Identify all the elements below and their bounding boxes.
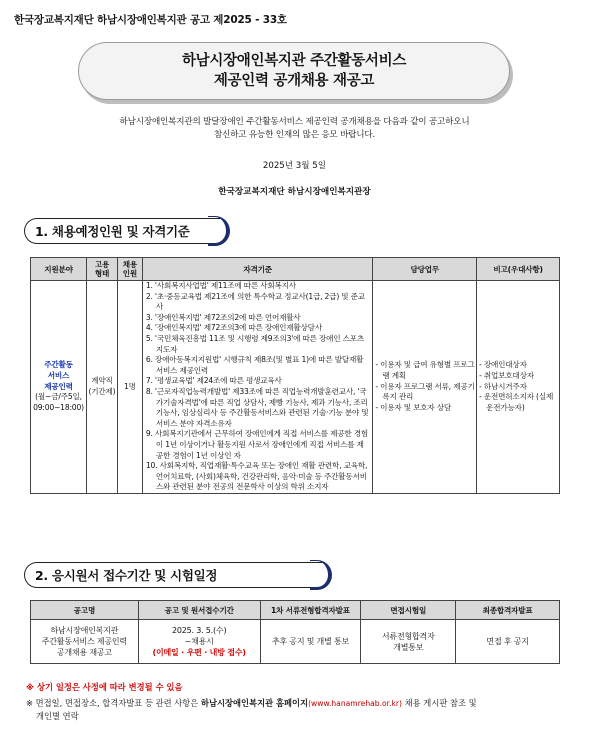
list-item: 7. '평생교육법' 제24조에 따른 평생교육사 <box>145 376 282 386</box>
header-notice-name: 공고명 <box>31 601 139 620</box>
list-item: - 하남시거주자 <box>479 381 527 391</box>
title-banner <box>78 42 510 100</box>
section-1-heading <box>24 218 220 244</box>
header-final-result: 최종합격자발표 <box>456 601 560 620</box>
schedule-table <box>30 600 560 664</box>
duties-cell <box>373 281 477 494</box>
heading-swoosh-icon <box>208 216 230 246</box>
homepage-name: 하남시장애인복지관 홈페이지 <box>200 698 309 708</box>
list-item: 8. '근로자직업능력개발법' 제33조에 따른 직업능력개발훈련교사, '국가기술자격법'에 따른 직업 상담사, 제빵 기능사, 제과 기능사, 조리 기능사, 임상심리사 등 주간활동서비스와 관련된 기술·기능 분야 및 서비스 분야 자격소유자 <box>145 386 369 428</box>
list-item: 3. '장애인복지법' 제72조의2에 따른 언어재활사 <box>145 312 301 322</box>
table-row <box>31 281 560 494</box>
intro-text <box>40 116 549 142</box>
list-item: - 운전면허소지자 (실제운전가능자) <box>479 392 554 412</box>
note-text: 개인별 연락 <box>36 711 79 721</box>
preferences-list <box>477 360 559 413</box>
note-text: 채용 게시판 참조 및 <box>402 698 477 708</box>
recruitment-table <box>30 257 560 494</box>
hire-count: 1명 <box>117 281 142 494</box>
schedule-final-result: 면접 후 공지 <box>456 620 560 664</box>
schedule-change-note: ※ 상기 일정은 사정에 따라 변경될 수 있음 <box>26 682 183 692</box>
intro-line-2: 참신하고 유능한 인재의 많은 응모 바랍니다. <box>213 130 376 140</box>
area-hours: (월~금/주5일, 09:00~18:00) <box>33 392 84 412</box>
period-start: 2025. 3. 5.(수) <box>171 626 227 635</box>
list-item: - 이용자 및 보호자 상담 <box>375 402 451 412</box>
notice-number: 한국장교복지재단 하남시장애인복지관 공고 제2025 - 33호 <box>14 14 287 26</box>
notice-date: 2025년 3월 5일 <box>262 161 327 171</box>
preferences-cell <box>477 281 560 494</box>
table-row <box>31 620 560 664</box>
header-area: 지원분야 <box>31 258 87 281</box>
header-preferences: 비고(우대사항) <box>477 258 560 281</box>
title-line-2: 제공인력 공개채용 재공고 <box>213 73 375 89</box>
duties-list <box>373 360 476 413</box>
header-period: 공고 및 원서접수기간 <box>138 601 260 620</box>
list-item: 1. '사회복지사업법' 제11조에 따른 사회복지사 <box>145 281 296 290</box>
schedule-table-header <box>31 601 560 620</box>
list-item: 4. '장애인복지법' 제72조의3에 따른 장애인재활상담사 <box>145 323 322 333</box>
qualifications-cell <box>142 281 372 494</box>
period-method: (이메일 · 우편 · 내방 접수) <box>152 648 246 657</box>
list-item: 10. 사회복지학, 직업재활·특수교육 또는 장애인 재활 관련학, 교육학, 언어치료학, (사회)체육학, 건강관리학, 음악·미술 등 주간활동서비스와 관련된 분야 전공의 전문학사 이상의 학위 소지자 <box>145 461 368 492</box>
header-first-result: 1차 서류전형합격자발표 <box>260 601 361 620</box>
heading-swoosh-icon <box>310 560 332 590</box>
list-item: - 취업보호대상자 <box>479 371 534 381</box>
list-item: - 이용자 및 급여 유형별 프로그램 계획 <box>375 360 475 381</box>
intro-line-1: 하남시장애인복지관의 발달장애인 주간활동서비스 제공인력 공개채용을 다음과 같이 공고하오니 <box>119 117 470 127</box>
header-interview: 면접시험일 <box>361 601 456 620</box>
note-text: ※ 면접일, 면접장소, 합격자발표 등 관련 사항은 <box>26 698 201 708</box>
list-item: 9. 사회복지기관에서 근무하여 장애인에게 직접 서비스를 제공한 경험이 1년 이상이거나 활동지원 사로서 장애인에게 직접 서비스를 제공한 경험이 1년 이상인 자 <box>145 429 369 460</box>
list-item: - 장애인대상자 <box>479 360 527 370</box>
header-type: 고용 형태 <box>86 258 117 281</box>
issuer: 한국장교복지재단 하남시장애인복지관장 <box>218 187 371 197</box>
section-1-number: 1. <box>35 224 48 239</box>
schedule-first-result: 추후 공지 및 개별 통보 <box>260 620 361 664</box>
list-item: 2. '초·중등교육법 제21조에 의한 특수학교 정교사(1급, 2급) 및 준교사 <box>145 291 365 312</box>
qualifications-list <box>143 281 372 493</box>
title-line-1: 하남시장애인복지관 주간활동서비스 <box>181 53 407 69</box>
schedule-period <box>138 620 260 664</box>
schedule-notice-name: 하남시장애인복지관 주간활동서비스 제공인력 공개채용 재공고 <box>31 620 139 664</box>
contact-note <box>26 697 566 723</box>
section-2-heading <box>24 562 322 588</box>
header-qualifications: 자격기준 <box>142 258 372 281</box>
section-1-title: 채용예정인원 및 자격기준 <box>51 224 190 239</box>
list-item: - 이용자 프로그램 서류, 제공기록지 관리 <box>375 381 475 402</box>
area-cell <box>31 281 87 494</box>
recruitment-table-header <box>31 258 560 281</box>
employment-type: 계약직 (기간제) <box>86 281 117 494</box>
list-item: 6. 장애아동복지지원법' 시행규칙 제8조(및 별표 1)에 따른 발달재활서비스 제공인력 <box>145 355 364 375</box>
period-end: ~채용시 <box>184 637 214 646</box>
header-count: 채용 인원 <box>117 258 142 281</box>
header-duties: 담당업무 <box>373 258 477 281</box>
area-name: 주간활동 서비스 제공인력 <box>44 360 73 391</box>
section-2-title: 응시원서 접수기간 및 시험일정 <box>51 568 218 583</box>
schedule-interview: 서류전형합격자 개별통보 <box>361 620 456 664</box>
list-item: 5. '국민체육진흥법 11조 및 시행령 제9조의3'에 따른 장애인 스포츠지도자 <box>145 333 364 354</box>
section-2-number: 2. <box>35 568 48 583</box>
homepage-url: (www.hanamrehab.or.kr) <box>308 699 402 708</box>
